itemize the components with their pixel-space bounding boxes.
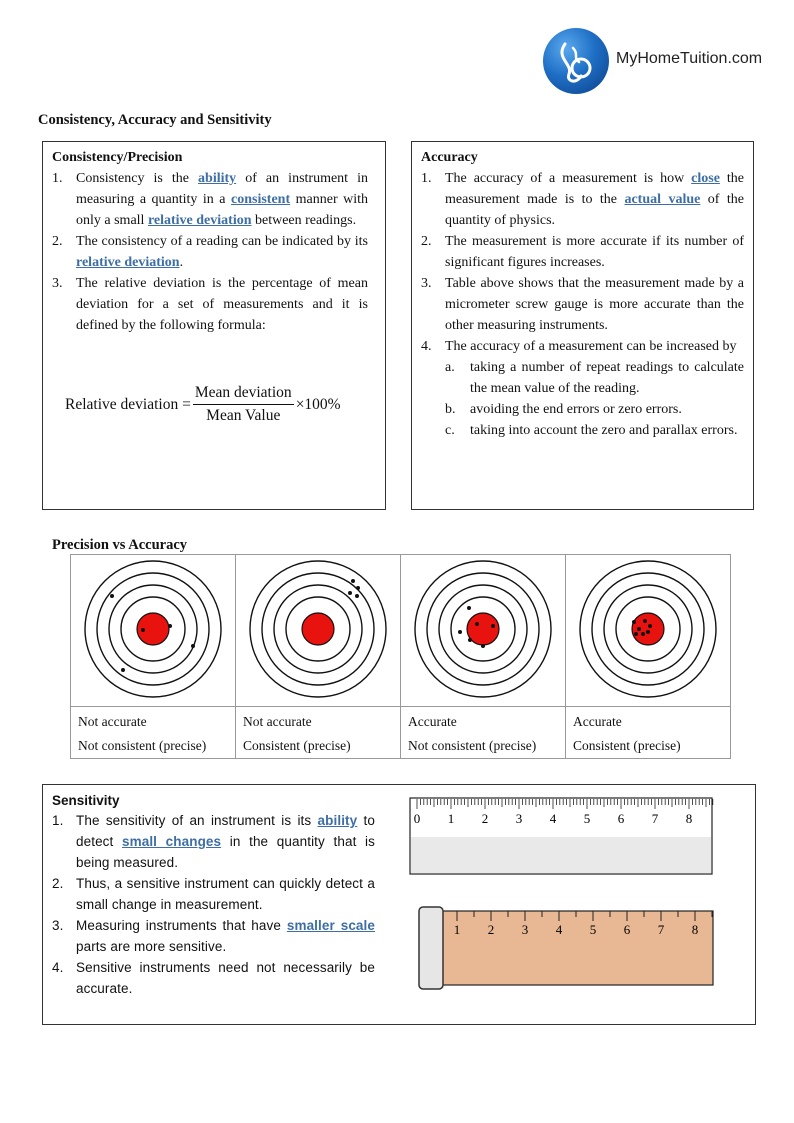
tick-label: 2 [481, 811, 489, 826]
list-item: 2. The measurement is more accurate if its number of significant figures increases. [421, 234, 744, 270]
tick-label: 8 [685, 811, 693, 826]
sub-list-item: b. avoiding the end errors or zero errors. [445, 402, 682, 417]
list-item: 2. The consistency of a reading can be indicated by its relative deviation. [52, 234, 368, 270]
shot-dot [348, 591, 352, 595]
shot-dot [641, 632, 645, 636]
list-item: 1. The sensitivity of an instrument is its ability to detect small changes in the quantity that is being measured. [52, 813, 376, 870]
keyword: relative deviation [76, 255, 180, 270]
tick-label: 3 [521, 922, 529, 937]
tick-label: 5 [583, 811, 591, 826]
shot-dot [467, 606, 471, 610]
target-caption: Accurate Not consistent (precise) [401, 707, 566, 759]
tick-label: 7 [657, 922, 665, 937]
accuracy-sublist [445, 357, 744, 441]
consistency-box [42, 141, 386, 510]
logo-text: MyHomeTuition.com [616, 50, 763, 67]
target-caption: Not accurate Consistent (precise) [236, 707, 401, 759]
target-cell [71, 555, 236, 707]
list-item: 4. The accuracy of a measurement can be increased by a. taking a number of repeat readings to calculate the mean value of the reading. b. avoiding the end errors or zero errors. c. taking into account the zero and parallax errors. [421, 336, 744, 441]
page-title: Consistency, Accuracy and Sensitivity [38, 112, 272, 128]
sensitivity-title: Sensitivity [52, 793, 120, 808]
millimetre-ruler [409, 797, 715, 877]
shot-dot [458, 630, 462, 634]
shot-dot [121, 668, 125, 672]
target-diagram [566, 555, 730, 701]
consistency-title: Consistency/Precision [52, 150, 183, 165]
list-item: 3. The relative deviation is the percentage of mean deviation for a set of measurements and it is defined by the following formula: [52, 276, 368, 333]
keyword: ability [198, 171, 237, 186]
shot-dot [491, 624, 495, 628]
tick-label: 3 [515, 811, 523, 826]
shot-dot [351, 579, 355, 583]
list-item: 3. Measuring instruments that have smaller scale parts are more sensitive. [52, 918, 375, 954]
shot-dot [634, 632, 638, 636]
target-bullseye [302, 613, 334, 645]
sub-list-item: c. taking into account the zero and parallax errors. [445, 423, 738, 438]
keyword: smaller scale [286, 918, 375, 933]
shot-dot [468, 638, 472, 642]
shot-dot [646, 630, 650, 634]
shot-dot [481, 644, 485, 648]
keyword: relative deviation [147, 213, 252, 228]
target-bullseye [632, 613, 664, 645]
precision-vs-accuracy-title: Precision vs Accuracy [52, 537, 188, 553]
ruler-body [441, 911, 713, 985]
list-item: 1. Consistency is the ability of an instrument in measuring a quantity in a consistent manner with only a small relative deviation between readings. [52, 171, 368, 228]
tick-label: 1 [447, 811, 455, 826]
target-diagram [71, 555, 235, 701]
shot-dot [355, 594, 359, 598]
shot-dot [475, 622, 479, 626]
sensitivity-list [52, 810, 375, 999]
ruler-end-cap [419, 907, 443, 989]
keyword: ability [317, 813, 358, 828]
consistency-list [52, 168, 368, 336]
target-caption: Accurate Consistent (precise) [566, 707, 731, 759]
target-caption: Not accurate Not consistent (precise) [71, 707, 236, 759]
centimetre-ruler [417, 905, 715, 995]
tick-label: 1 [453, 922, 461, 937]
keyword: consistent [231, 192, 291, 207]
list-item: 3. Table above shows that the measurement made by a micrometer screw gauge is more accurate than the other measuring instruments. [421, 276, 744, 333]
caption-row [71, 707, 731, 759]
shot-dot [643, 619, 647, 623]
tick-label: 6 [617, 811, 625, 826]
shot-dot [637, 627, 641, 631]
shot-dot [110, 594, 114, 598]
tick-label: 7 [651, 811, 659, 826]
sub-list-item: a. taking a number of repeat readings to calculate the mean value of the reading. [445, 360, 744, 396]
logo [543, 28, 783, 94]
logo-emblem-icon [543, 28, 609, 94]
accuracy-title: Accuracy [421, 150, 478, 165]
keyword: small changes [122, 834, 222, 849]
logo-swirl-icon [543, 28, 609, 94]
tick-label: 8 [691, 922, 699, 937]
tick-label: 4 [549, 811, 557, 826]
tick-label: 4 [555, 922, 563, 937]
list-item: 2. Thus, a sensitive instrument can quickly detect a small change in measurement. [52, 876, 375, 912]
target-diagram [236, 555, 400, 701]
keyword: actual value [624, 192, 701, 207]
precision-accuracy-table [70, 554, 731, 759]
accuracy-box [411, 141, 754, 510]
tick-label: 6 [623, 922, 631, 937]
formula-fraction: $\frac{\text{Mean deviation}}{\text{Mean Value}}$ [194, 384, 292, 424]
list-item: 1. The accuracy of a measurement is how close the measurement made is to the actual value of the quantity of physics. [421, 171, 744, 228]
target-cell [236, 555, 401, 707]
shot-dot [141, 628, 145, 632]
keyword: close [691, 171, 720, 186]
shot-dot [191, 644, 195, 648]
list-item: 4. Sensitive instruments need not necessarily be accurate. [52, 960, 375, 996]
tick-label: 2 [487, 922, 495, 937]
shot-dot [632, 620, 636, 624]
accuracy-list [421, 168, 744, 441]
ruler-lower-band [411, 837, 711, 873]
shot-dot [356, 586, 360, 590]
relative-deviation-formula: Relative deviation = $\frac{\text{Mean deviation}}{\text{Mean Value}}$ ×100% [65, 384, 341, 424]
shot-dot [168, 624, 172, 628]
target-diagram [401, 555, 565, 701]
target-row [71, 555, 731, 707]
tick-label: 0 [413, 811, 421, 826]
target-cell [401, 555, 566, 707]
shot-dot [648, 624, 652, 628]
target-cell [566, 555, 731, 707]
sensitivity-box [42, 784, 756, 1025]
tick-label: 5 [589, 922, 597, 937]
